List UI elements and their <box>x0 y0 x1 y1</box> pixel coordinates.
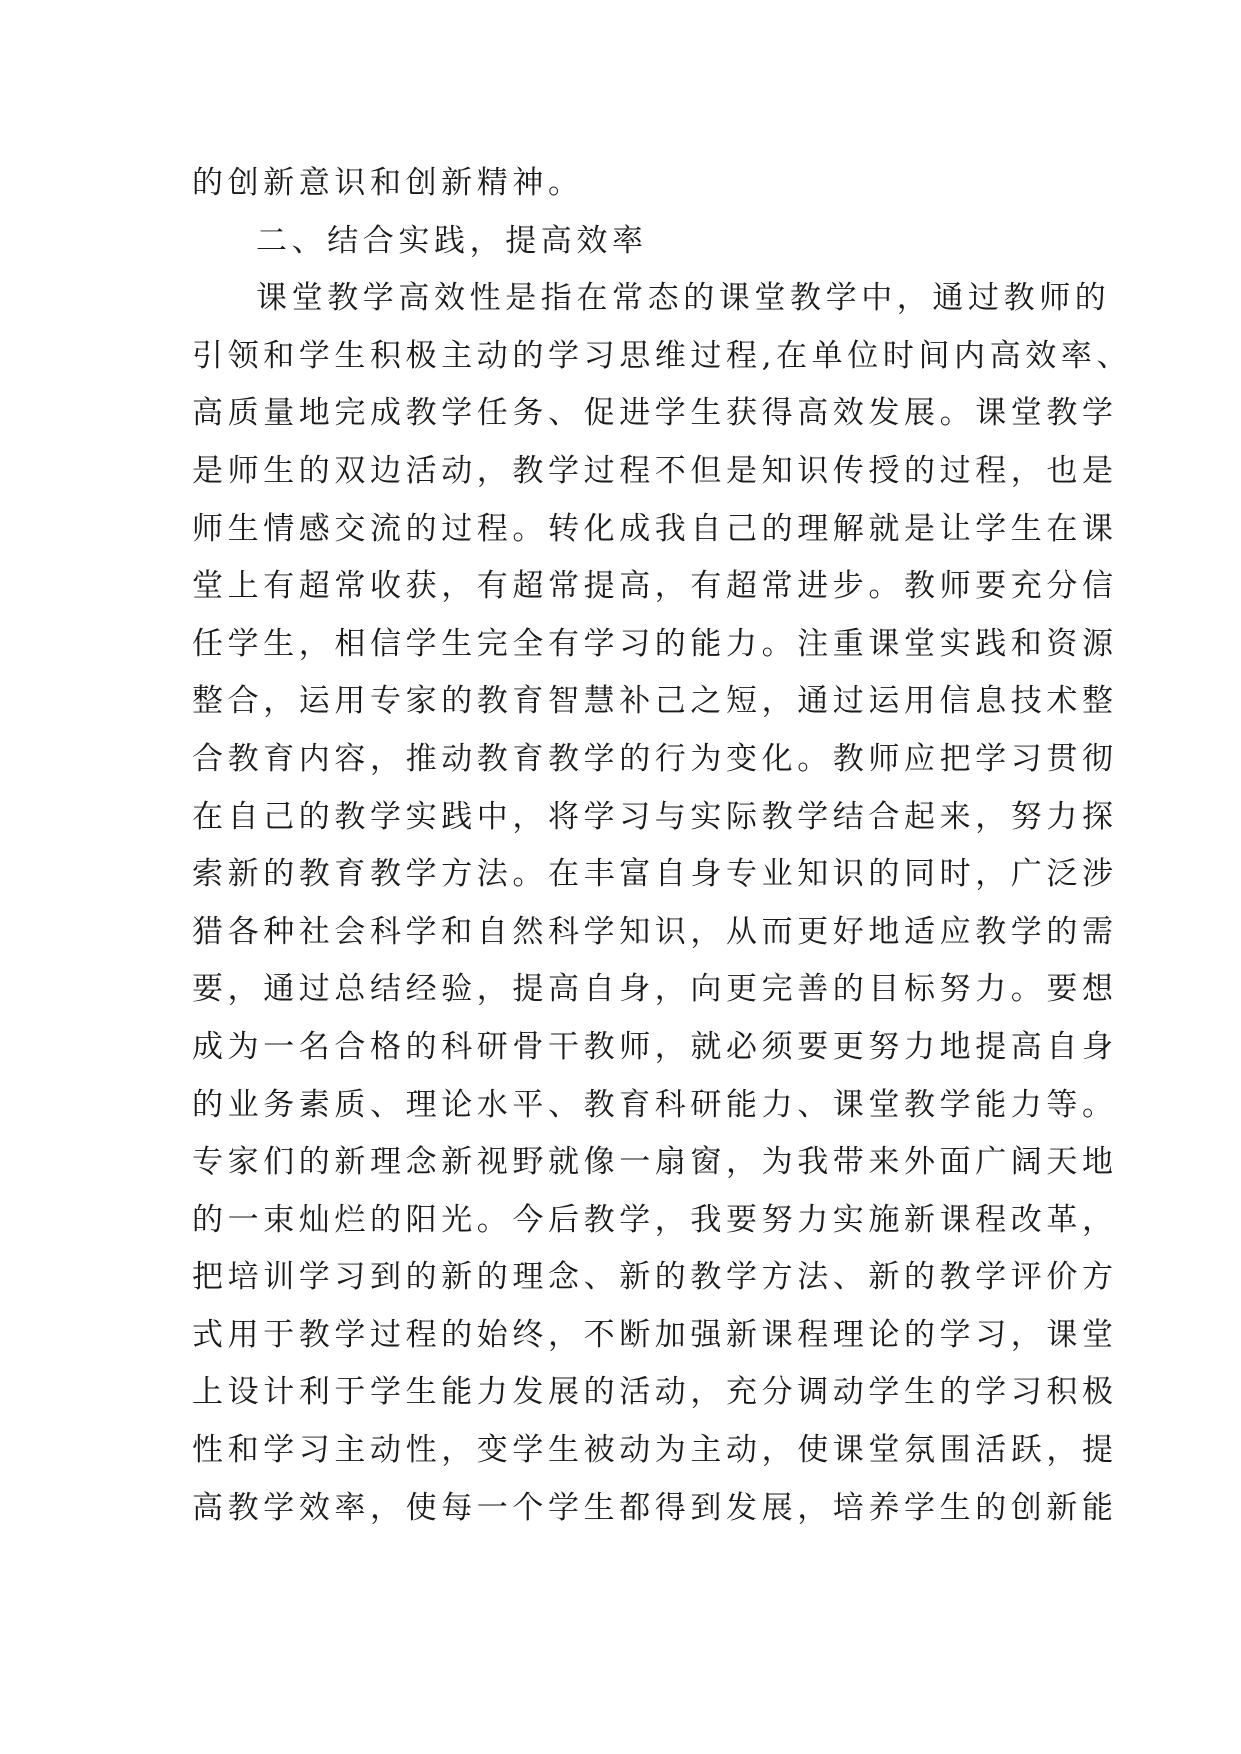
text-line: 把培训学习到的新的理念、新的教学方法、新的教学评价方 <box>192 1259 1118 1296</box>
text-line: 要，通过总结经验，提高自身，向更完善的目标努力。要想 <box>192 971 1118 1008</box>
paragraph-first-line: 课堂教学高效性是指在常态的课堂教学中，通过教师的 <box>256 280 1111 317</box>
text-line: 在自己的教学实践中，将学习与实际教学结合起来，努力探 <box>192 798 1118 835</box>
body-text <box>192 155 1133 1537</box>
text-line: 堂上有超常收获，有超常提高，有超常进步。教师要充分信 <box>192 568 1118 605</box>
text-line: 式用于教学过程的始终，不断加强新课程理论的学习，课堂 <box>192 1316 1118 1353</box>
text-line: 是师生的双边活动，教学过程不但是知识传授的过程，也是 <box>192 452 1118 489</box>
text-line: 索新的教育教学方法。在丰富自身专业知识的同时，广泛涉 <box>192 856 1118 893</box>
text-line: 专家们的新理念新视野就像一扇窗，为我带来外面广阔天地 <box>192 1144 1118 1181</box>
text-line: 高质量地完成教学任务、促进学生获得高效发展。课堂教学 <box>192 395 1118 432</box>
text-line: 的一束灿烂的阳光。今后教学，我要努力实施新课程改革， <box>192 1201 1118 1238</box>
text-line: 猎各种社会科学和自然科学知识，从而更好地适应教学的需 <box>192 913 1118 950</box>
text-line: 性和学习主动性，变学生被动为主动，使课堂氛围活跃，提 <box>192 1432 1118 1469</box>
text-line: 合教育内容，推动教育教学的行为变化。教师应把学习贯彻 <box>192 740 1118 777</box>
text-line: 高教学效率，使每一个学生都得到发展，培养学生的创新能 <box>192 1489 1118 1526</box>
text-line: 引领和学生积极主动的学习思维过程,在单位时间内高效率、 <box>192 337 1133 374</box>
text-line: 的业务素质、理论水平、教育科研能力、课堂教学能力等。 <box>192 1086 1118 1123</box>
text-line: 任学生，相信学生完全有学习的能力。注重课堂实践和资源 <box>192 625 1118 662</box>
text-line: 的创新意识和创新精神。 <box>192 165 584 201</box>
text-line: 整合，运用专家的教育智慧补己之短，通过运用信息技术整 <box>192 683 1118 720</box>
text-line: 上设计利于学生能力发展的活动，充分调动学生的学习积极 <box>192 1374 1118 1411</box>
text-line: 师生情感交流的过程。转化成我自己的理解就是让学生在课 <box>192 510 1118 547</box>
section-heading: 二、结合实践，提高效率 <box>256 222 648 259</box>
text-line: 成为一名合格的科研骨干教师，就必须要更努力地提高自身 <box>192 1028 1118 1065</box>
